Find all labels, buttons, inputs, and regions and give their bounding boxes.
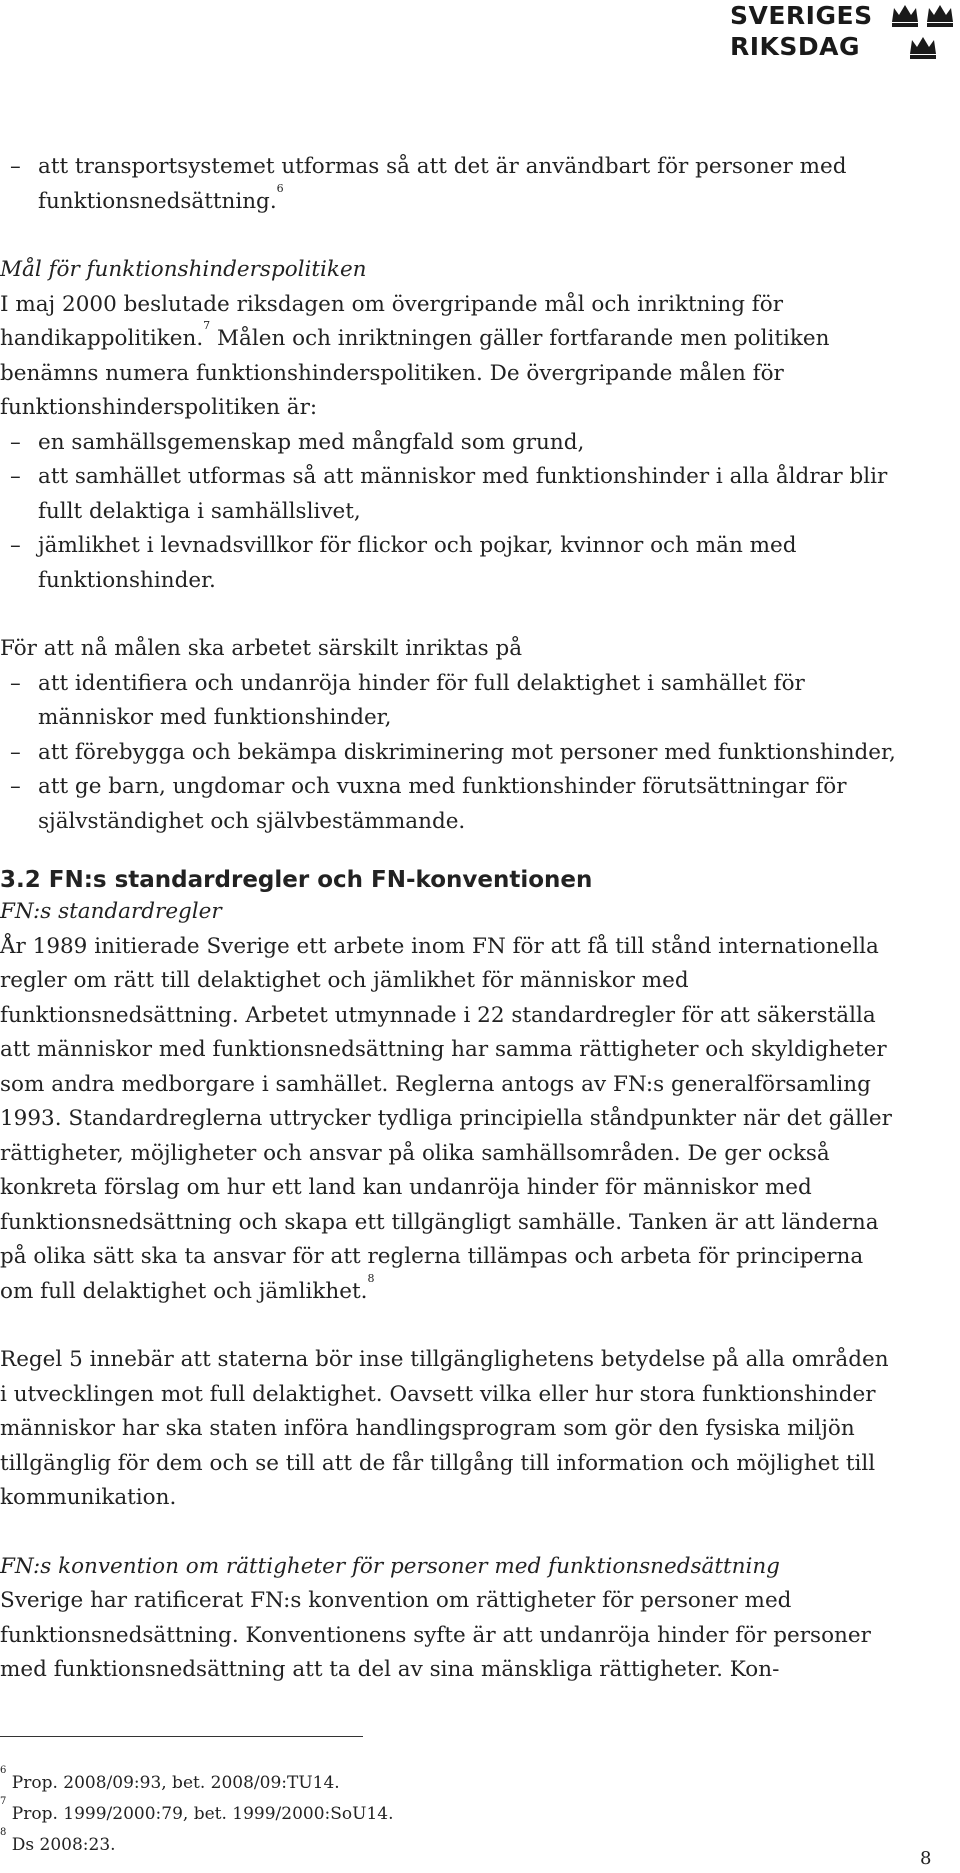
- paragraph: Regel 5 innebär att staterna bör inse tillgänglighetens betydelse på alla områden i utvecklingen mot full delaktighet. Oavsett vilka eller hur stora funktionshinder människor har ska staten införa handlingsprogram som gör den fysiska miljön tillgänglig för dem och se till att de får tillgång till information och möjlighet till kommunikation.: [0, 1347, 889, 1510]
- paragraph-text: I maj 2000 beslutade riksdagen om övergripande mål och inriktning för handikappolitiken.: [0, 291, 783, 351]
- list-item-text: att samhället utformas så att människor med funktionshinder i alla åldrar blir fullt delaktiga i samhällslivet,: [38, 464, 888, 524]
- paragraph-text: År 1989 initierade Sverige ett arbete inom FN för att få till stånd internationella regler om rätt till delaktighet och jämlikhet för människor med funktionsnedsättning. Arbetet utmynnade i 22 standardregler för att säkerställa att människor med funktionsnedsättning har samma rättigheter och skyldigheter som andra medborgare i samhället. Reglerna antogs av FN:s generalförsamling 1993. Standardreglerna uttrycker tydliga principiella ståndpunkter när det gäller rättigheter, möjligheter och ansvar på olika samhällsområden. De ger också konkreta förslag om hur ett land kan undanröja hinder för människor med funktionsnedsättning och skapa ett tillgängligt samhälle. Tanken är att länderna på olika sätt ska ta ansvar för att reglerna tillämpas och arbeta för principerna om full delaktighet och jämlikhet.: [0, 933, 892, 1304]
- list-item-text: att identifiera och undanröja hinder för full delaktighet i samhället för människor med funktionshinder,: [38, 670, 805, 730]
- list-dash: –: [10, 774, 21, 799]
- paragraph: Sverige har ratificerat FN:s konvention om rättigheter för personer med funktionsnedsättning. Konventionens syfte är att undanröja hinder för personer med funktionsnedsättning att ta del av sina mänskliga rättigheter. Kon-: [0, 1588, 871, 1682]
- section-heading: 3.2 FN:s standardregler och FN-konventionen: [0, 867, 593, 893]
- list-item-text: att ge barn, ungdomar och vuxna med funktionshinder förutsättningar för självständighet och självbestämmande.: [38, 774, 847, 834]
- list-item: [0, 426, 900, 461]
- list-item: [0, 529, 900, 598]
- list-dash: –: [10, 533, 21, 558]
- list-item-text: jämlikhet i levnadsvillkor för flickor och pojkar, kvinnor och män med funktionshinder.: [38, 533, 797, 593]
- list-dash: –: [10, 464, 21, 489]
- list-item-text: att förebygga och bekämpa diskriminering mot personer med funktionshinder,: [38, 739, 896, 765]
- footnote-text: Prop. 1999/2000:79, bet. 1999/2000:SoU14.: [11, 1804, 394, 1824]
- footnotes: [0, 1765, 394, 1861]
- list-item: [0, 460, 900, 529]
- footnote-divider: [0, 1736, 363, 1737]
- footnote-ref: 7: [203, 319, 211, 332]
- footnote-ref: 8: [367, 1271, 375, 1285]
- footnote-number: 8: [0, 1827, 7, 1838]
- footnote-text: Prop. 2008/09:93, bet. 2008/09:TU14.: [11, 1773, 340, 1793]
- subsection-title: FN:s standardregler: [0, 899, 222, 924]
- paragraph: [0, 930, 900, 1310]
- list-item-text: en samhällsgemenskap med mångfald som grund,: [38, 429, 585, 455]
- footnote: [0, 1796, 394, 1830]
- paragraph: [0, 288, 900, 426]
- logo-word-riksdag: RIKSDAG: [730, 32, 861, 61]
- crown-icon: [890, 2, 920, 28]
- list-dash: –: [10, 739, 21, 765]
- document-body: [0, 150, 900, 1688]
- footnote-number: 7: [0, 1796, 7, 1807]
- list-item: [0, 150, 900, 219]
- crown-icon: [908, 34, 938, 60]
- crown-icon: [925, 2, 955, 28]
- riksdag-logo: [730, 0, 960, 66]
- list-dash: –: [10, 154, 21, 179]
- list-item: [0, 667, 900, 736]
- footnote-number: 6: [0, 1765, 7, 1776]
- paragraph: För att nå målen ska arbetet särskilt inriktas på: [0, 636, 523, 661]
- list-item: [0, 770, 900, 839]
- footnote: [0, 1765, 394, 1799]
- list-dash: –: [10, 670, 21, 696]
- footnote: [0, 1827, 394, 1861]
- footnote-text: Ds 2008:23.: [11, 1835, 116, 1855]
- list-item: [0, 736, 900, 771]
- subsection-title: FN:s konvention om rättigheter för personer med funktionsnedsättning: [0, 1553, 780, 1579]
- list-item-text: att transportsystemet utformas så att det är användbart för personer med funktionsnedsättning.: [38, 154, 847, 214]
- page-number: 8: [920, 1848, 932, 1869]
- list-dash: –: [10, 429, 21, 455]
- subsection-title: Mål för funktionshinderspolitiken: [0, 257, 367, 282]
- paragraph-text: Målen och inriktningen gäller fortfarande men politiken benämns numera funktionshinderspolitiken. De övergripande målen för funktionshinderspolitiken är:: [0, 326, 830, 420]
- footnote-ref: 6: [276, 181, 284, 195]
- logo-word-sveriges: SVERIGES: [730, 1, 873, 30]
